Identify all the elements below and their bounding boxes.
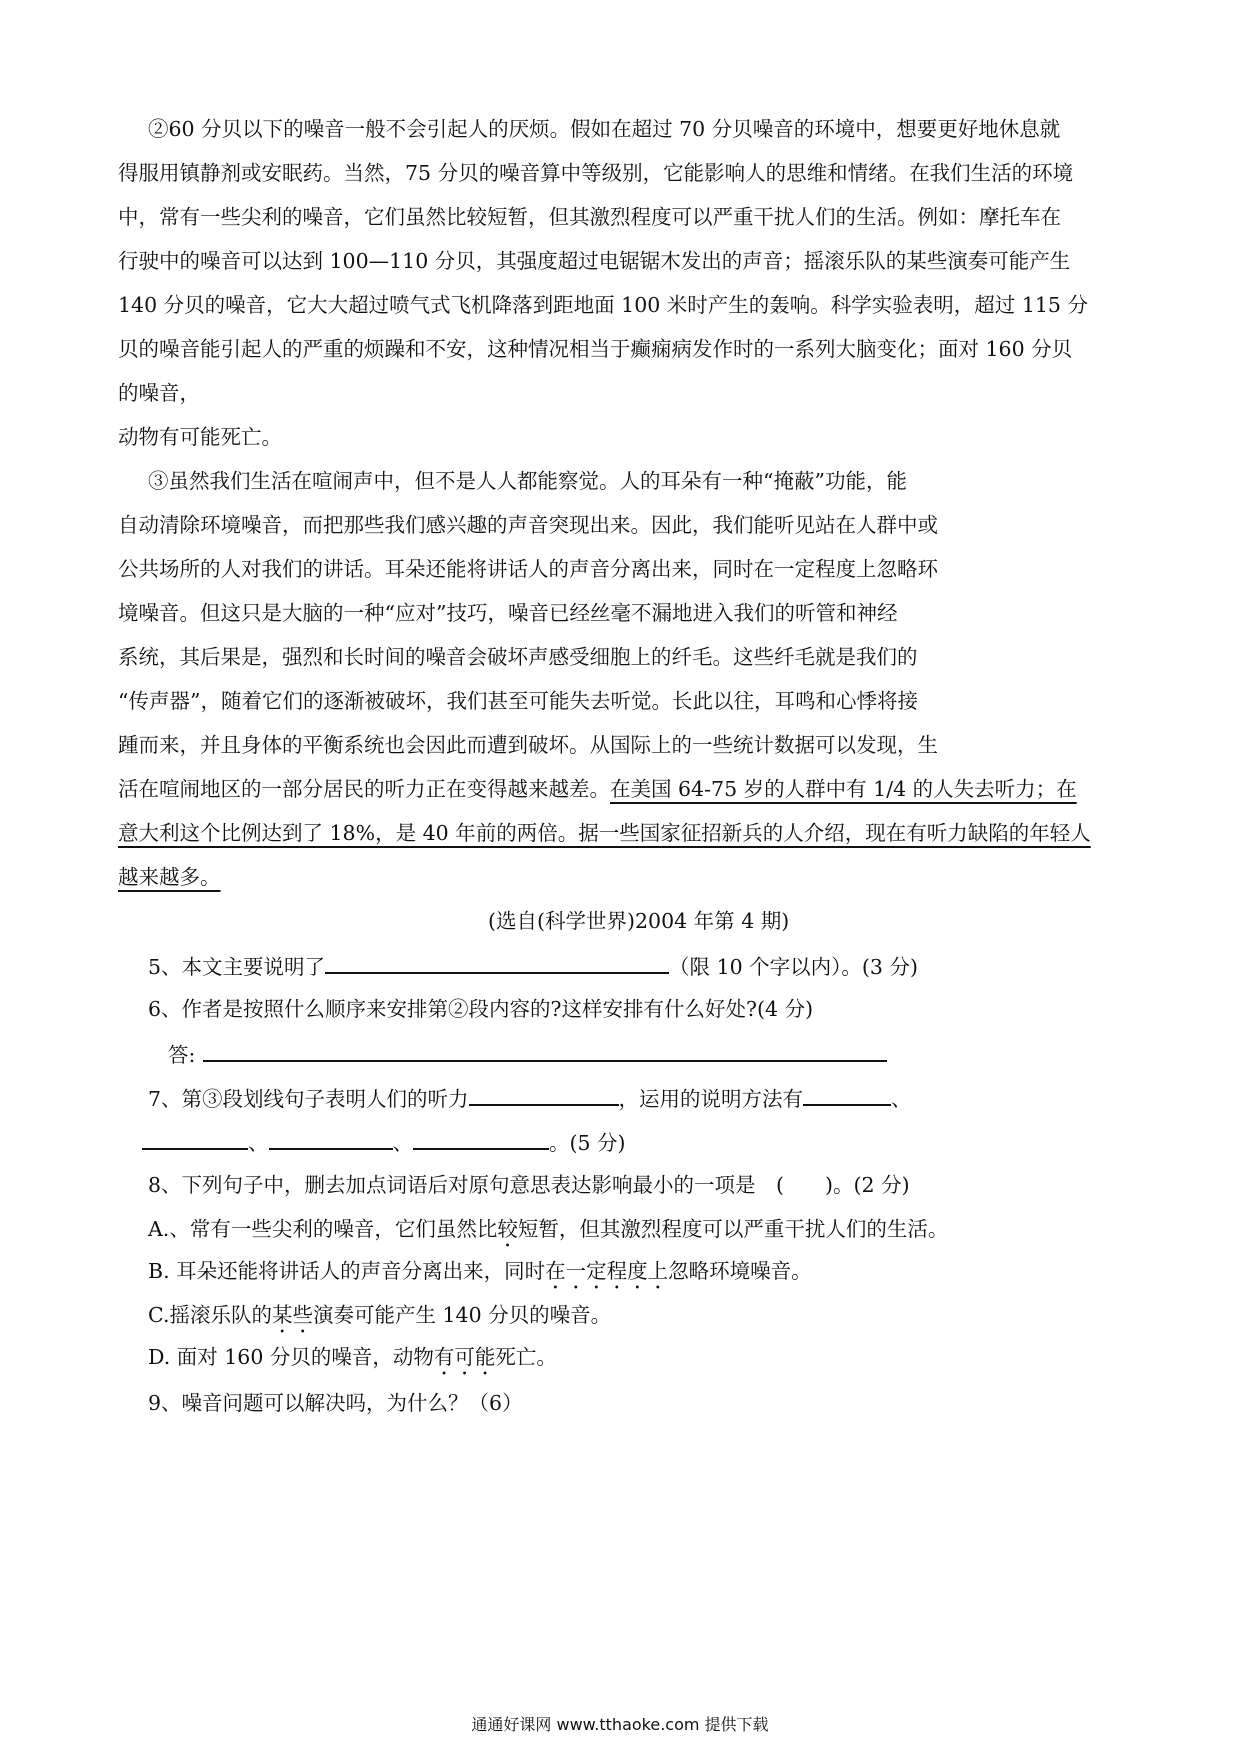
para2-line-4: 行驶中的噪音可以达到 100—110 分贝，其强度超过电锯锯木发出的声音；摇滚乐队的某些演奏可能产生 (118, 249, 1071, 273)
q7-blank-method-2[interactable] (142, 1126, 248, 1150)
option-b[interactable] (148, 1256, 812, 1294)
q7-blank-hearing[interactable] (469, 1082, 619, 1106)
question-7-cont (142, 1126, 626, 1158)
q7-text-2: ，运用的说明方法有 (618, 1087, 804, 1111)
q6-answer-line (168, 1038, 887, 1070)
para3-line-7: 踵而来，并且身体的平衡系统也会因此而遭到破坏。从国际上的一些统计数据可以发现，生 (118, 733, 938, 757)
q6-answer-blank[interactable] (203, 1038, 887, 1062)
para2-line-3: 中，常有一些尖利的噪音，它们虽然比较短暂，但其激烈程度可以严重干扰人们的生活。例如：摩托车在 (118, 205, 1061, 229)
para2-line-5: 140 分贝的噪音，它大大超过喷气式飞机降落到距地面 100 米时产生的轰响。科学实验表明，超过 115 分 (118, 293, 1088, 317)
option-b-text-2: 忽略环境噪音。 (668, 1259, 812, 1283)
underlined-sentence-part-3: 越来越多。 (118, 865, 221, 889)
q7-blank-method-1[interactable] (803, 1082, 891, 1106)
question-6: 6、作者是按照什么顺序来安排第②段内容的?这样安排有什么好处?(4 分) (148, 997, 814, 1021)
para2-line-6: 贝的噪音能引起人的严重的烦躁和不安，这种情况相当于癫痫病发作时的一系列大脑变化；面对 160 分贝 (118, 337, 1073, 361)
question-7 (148, 1082, 912, 1114)
question-8: 8、下列句子中，删去加点词语后对原句意思表达影响最小的一项是 ( )。(2 分) (148, 1173, 910, 1197)
option-c-text-2: 演奏可能产生 140 分贝的噪音。 (312, 1303, 612, 1327)
q5-suffix: （限 10 个字以内）。(3 分) (669, 955, 918, 979)
footer-download-note: 通通好课网 www.tthaoke.com 提供下载 (471, 1715, 769, 1734)
para3-line-3: 公共场所的人对我们的讲话。耳朵还能将讲话人的声音分离出来，同时在一定程度上忽略环 (118, 557, 938, 581)
option-d-text-1: D. 面对 160 分贝的噪音，动物 (148, 1345, 434, 1369)
underlined-sentence-part-3-line (118, 862, 221, 892)
q5-answer-blank[interactable] (325, 950, 669, 974)
option-a-text-2: 短暂，但其激烈程度可以严重干扰人们的生活。 (517, 1217, 949, 1241)
q7-text: 7、第③段划线句子表明人们的听力 (148, 1087, 469, 1111)
para3-plain-text: 活在喧闹地区的一部分居民的听力正在变得越来越差。 (118, 777, 610, 801)
option-a-dotted-word: 较 (497, 1217, 518, 1241)
option-b-text-1: B. 耳朵还能将讲话人的声音分离出来，同时 (148, 1259, 546, 1283)
para2-line-1: ②60 分贝以下的噪音一般不会引起人的厌烦。假如在超过 70 分贝噪音的环境中，想要更好地休息就 (148, 117, 1061, 141)
para2-line-2: 得服用镇静剂或安眠药。当然，75 分贝的噪音算中等级别，它能影响人的思维和情绪。在我们生活的环境 (118, 161, 1074, 185)
q7-sep-1: 、 (891, 1087, 912, 1111)
para3-line-4: 境噪音。但这只是大脑的一种“应对”技巧，噪音已经丝毫不漏地进入我们的听管和神经 (118, 601, 898, 625)
q7-sep-3: 、 (392, 1131, 413, 1155)
underlined-sentence-part-1: 在美国 64-75 岁的人群中有 1/4 的人失去听力；在 (610, 777, 1077, 801)
q6-answer-label: 答: (168, 1043, 196, 1067)
option-d-dotted-word: 有可能 (433, 1345, 496, 1369)
q7-sep-2: 、 (248, 1131, 269, 1155)
option-a[interactable] (148, 1214, 948, 1252)
option-d[interactable] (148, 1342, 557, 1380)
para2-line-8: 动物有可能死亡。 (118, 425, 282, 449)
para2-line-7: 的噪音， (118, 381, 200, 405)
q7-suffix: 。(5 分) (549, 1131, 626, 1155)
underlined-sentence-part-2: 意大利这个比例达到了 18%，是 40 年前的两倍。据一些国家征招新兵的人介绍，现在有听力缺陷的年轻人 (118, 821, 1091, 845)
para3-line-5: 系统，其后果是，强烈和长时间的噪音会破坏声感受细胞上的纤毛。这些纤毛就是我们的 (118, 645, 918, 669)
option-b-dotted-word: 在一定程度上 (545, 1259, 669, 1283)
source-citation: (选自(科学世界)2004 年第 4 期) (488, 909, 790, 933)
option-c-dotted-word: 某些 (271, 1303, 313, 1327)
option-c-text-1: C.摇滚乐队的 (148, 1303, 272, 1327)
q7-blank-method-3[interactable] (269, 1126, 393, 1150)
option-c[interactable] (148, 1300, 611, 1338)
option-d-text-2: 死亡。 (495, 1345, 557, 1369)
option-a-text-1: A.、常有一些尖利的噪音，它们虽然比 (148, 1217, 498, 1241)
para3-line-6: “传声器”，随着它们的逐渐被破坏，我们甚至可能失去听觉。长此以往，耳鸣和心悸将接 (118, 689, 918, 713)
para3-line-2: 自动清除环境噪音，而把那些我们感兴趣的声音突现出来。因此，我们能听见站在人群中或 (118, 513, 938, 537)
question-9: 9、噪音问题可以解决吗，为什么？（6） (148, 1391, 523, 1415)
para3-line-1: ③虽然我们生活在喧闹声中，但不是人人都能察觉。人的耳朵有一种“掩蔽”功能，能 (148, 469, 907, 493)
question-5 (148, 950, 918, 982)
q7-blank-method-4[interactable] (413, 1126, 549, 1150)
q5-text: 5、本文主要说明了 (148, 955, 326, 979)
para3-line-8 (118, 774, 1077, 804)
